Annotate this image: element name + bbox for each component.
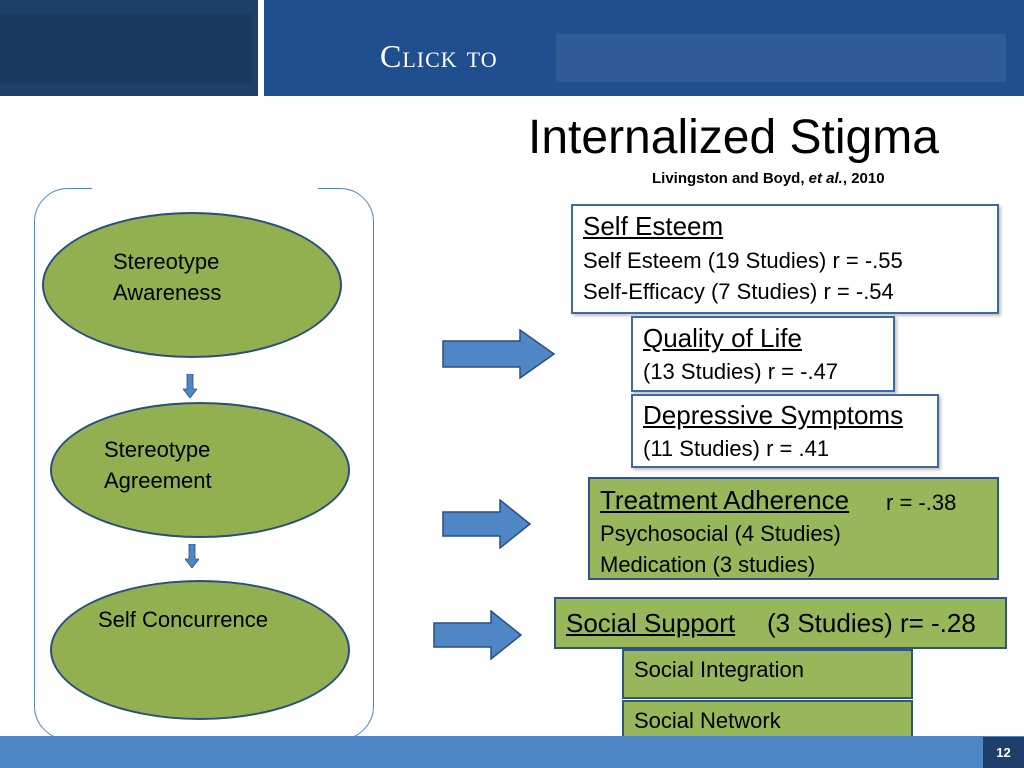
node-label-line: Stereotype	[104, 437, 211, 462]
footer-band	[0, 736, 1024, 768]
node-stereotype-agreement-label	[104, 434, 212, 496]
outcome-stat-line: Psychosocial (4 Studies)	[600, 521, 841, 546]
node-stereotype-awareness-label	[113, 246, 221, 308]
subitem-label-social-network: Social Network	[634, 708, 781, 733]
right-arrow-icon	[433, 610, 523, 660]
outcome-stat-line: Medication (3 studies)	[600, 552, 816, 577]
right-arrow-icon	[442, 329, 556, 379]
citation-authors: Livingston and Boyd,	[652, 170, 805, 187]
outcome-stat-line: Self-Efficacy (7 Studies) r = -.54	[583, 279, 894, 304]
node-label-line: Awareness	[113, 280, 222, 305]
outcome-heading-depressive-symptoms: Depressive Symptoms	[643, 400, 904, 430]
header-left-panel	[0, 0, 258, 96]
node-self-concurrence-label: Self Concurrence	[98, 607, 268, 632]
outcome-stat-treatment: r = -.38	[886, 490, 957, 515]
process-column-frame-gap	[92, 184, 318, 192]
header-divider	[258, 0, 264, 96]
citation-etal: et al.	[808, 170, 843, 187]
outcome-heading-quality-of-life: Quality of Life	[643, 323, 802, 353]
citation	[652, 170, 885, 187]
right-arrow-icon	[442, 499, 532, 549]
outcome-stat-social-support: (3 Studies) r= -.28	[767, 608, 976, 638]
node-label-line: Stereotype	[113, 249, 220, 274]
header-title-placeholder[interactable]	[556, 34, 1006, 82]
header-band	[0, 0, 1024, 96]
outcome-heading-social-support: Social Support	[566, 608, 736, 638]
outcome-stat-line: (11 Studies) r = .41	[643, 436, 830, 461]
down-arrow-icon	[183, 374, 197, 398]
header-title[interactable]: Click to	[380, 38, 498, 74]
page-number: 12	[983, 737, 1024, 768]
node-label-line: Agreement	[104, 468, 212, 493]
outcome-stat-line: Self Esteem (19 Studies) r = -.55	[583, 248, 903, 273]
subitem-label-social-integration: Social Integration	[634, 657, 804, 682]
header-left-inner	[0, 14, 252, 84]
outcome-heading-self-esteem: Self Esteem	[583, 211, 724, 241]
outcome-stat-line: (13 Studies) r = -.47	[643, 359, 839, 384]
node-self-concurrence	[50, 580, 350, 720]
outcome-heading-treatment-adherence: Treatment Adherence	[600, 485, 850, 515]
down-arrow-icon	[185, 544, 199, 568]
slide-title: Internalized Stigma	[528, 111, 939, 164]
citation-year: , 2010	[842, 170, 885, 187]
